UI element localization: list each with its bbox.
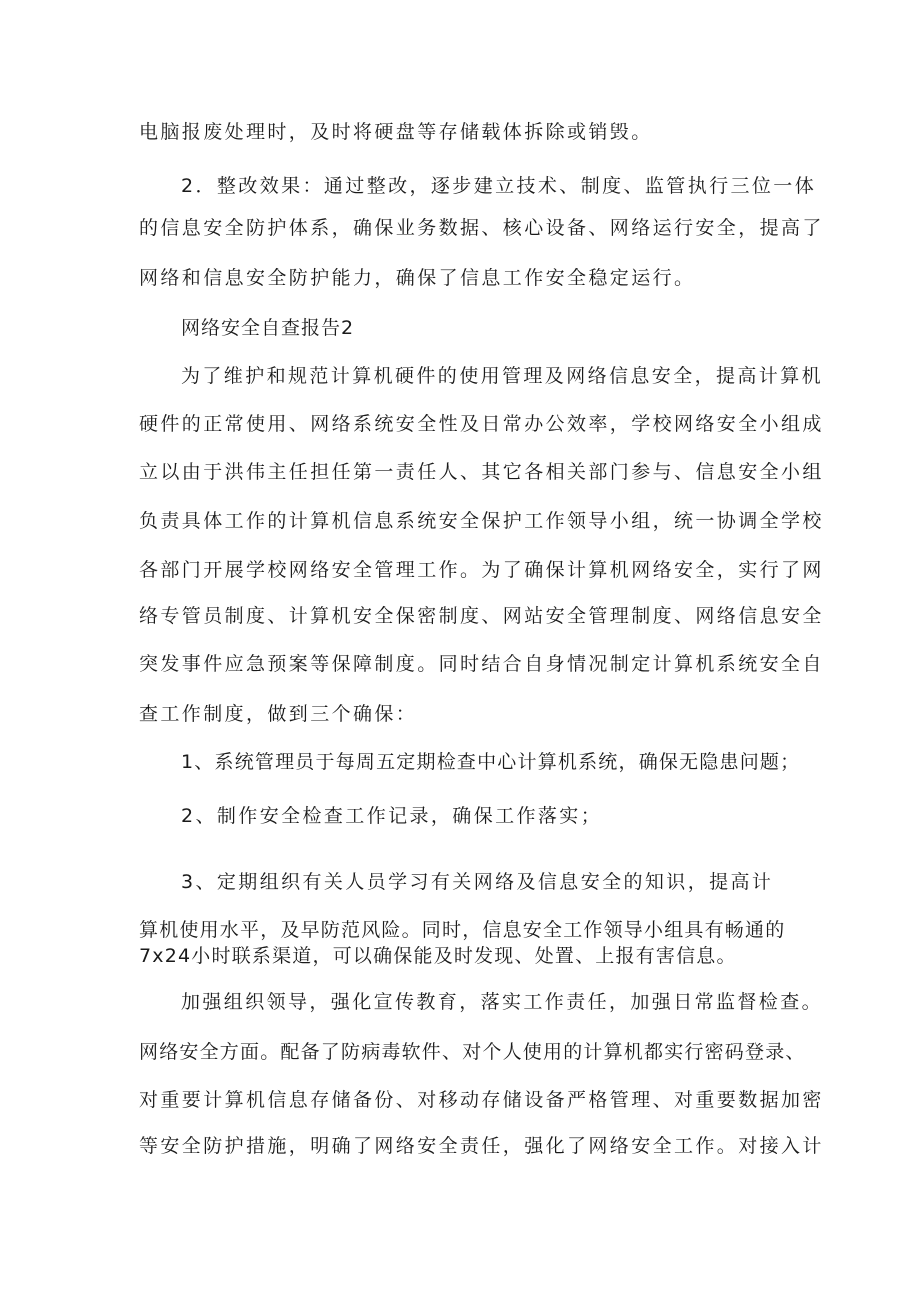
list-item-3: 3、定期组织有关人员学习有关网络及信息安全的知识，提高计: [181, 871, 774, 893]
text-line-15: 加强组织领导，强化宣传教育，落实工作责任，加强日常监督检查。: [181, 991, 824, 1013]
text-line-1: 电脑报废处理时，及时将硬盘等存储载体拆除或销毁。: [139, 121, 653, 143]
text-line-9: 各部门开展学校网络安全管理工作。为了确保计算机网络安全，实行了网: [139, 559, 824, 581]
text-line-16: 网络安全方面。配备了防病毒软件、对个人使用的计算机都实行密码登录、: [139, 1041, 806, 1063]
text-line-3: 的信息安全防护体系，确保业务数据、核心设备、网络运行安全，提高了: [139, 217, 824, 239]
text-line-8: 负责具体工作的计算机信息系统安全保护工作领导小组，统一协调全学校: [139, 510, 824, 532]
text-line-2: 2．整改效果：通过整改，逐步建立技术、制度、监管执行三位一体: [181, 175, 817, 197]
text-line-7: 立以由于洪伟主任担任第一责任人、其它各相关部门参与、信息安全小组: [139, 461, 824, 483]
text-line-17: 对重要计算机信息存储备份、对移动存储设备严格管理、对重要数据加密: [139, 1089, 824, 1111]
text-line-18: 等安全防护措施，明确了网络安全责任，强化了网络安全工作。对接入计: [139, 1135, 824, 1157]
text-line-10: 络专管员制度、计算机安全保密制度、网站安全管理制度、网络信息安全: [139, 605, 824, 627]
list-item-1: 1、系统管理员于每周五定期检查中心计算机系统，确保无隐患问题；: [181, 751, 801, 773]
text-line-5: 为了维护和规范计算机硬件的使用管理及网络信息安全，提高计算机: [181, 365, 824, 387]
text-line-14: 7x24小时联系渠道，可以确保能及时发现、处置、上报有害信息。: [139, 945, 737, 967]
list-item-2: 2、制作安全检查工作记录，确保工作落实；: [181, 805, 603, 827]
text-line-6: 硬件的正常使用、网络系统安全性及日常办公效率，学校网络安全小组成: [139, 413, 824, 435]
text-line-12: 查工作制度，做到三个确保：: [139, 703, 418, 725]
text-line-4: 网络和信息安全防护能力，确保了信息工作安全稳定运行。: [139, 267, 696, 289]
text-line-11: 突发事件应急预案等保障制度。同时结合自身情况制定计算机系统安全自: [139, 653, 824, 675]
text-line-13: 算机使用水平，及早防范风险。同时，信息安全工作领导小组具有畅通的: [139, 919, 786, 941]
section-heading: 网络安全自查报告2: [181, 317, 355, 339]
